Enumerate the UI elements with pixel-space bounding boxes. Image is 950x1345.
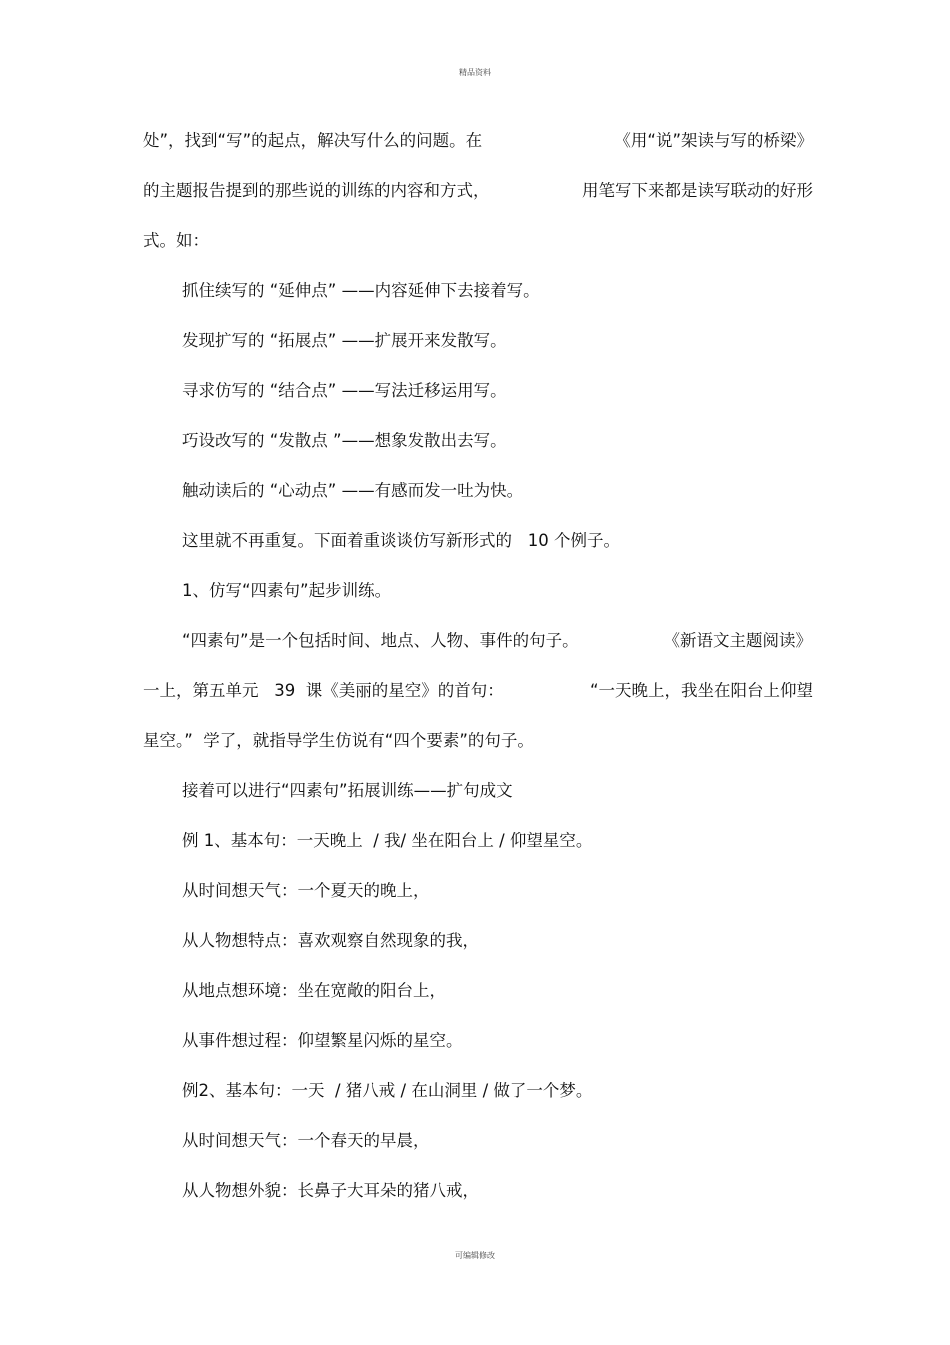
line-segment: 《新语文主题阅读》 — [663, 631, 812, 650]
line-segment: “一天晚上，我坐在阳台上仰望 — [589, 681, 813, 700]
list-item: 触动读后的 “心动点” ——有感而发一吐为快。 — [182, 481, 524, 500]
line-segment: 用笔写下来都是读写联动的好形 — [582, 181, 813, 200]
example-line: 从人物想外貌：长鼻子大耳朵的猪八戒， — [182, 1181, 479, 1200]
example-line: 从人物想特点：喜欢观察自然现象的我， — [182, 931, 479, 950]
list-item: 寻求仿写的 “结合点” ——写法迁移运用写。 — [182, 381, 507, 400]
example-line: 从事件想过程：仰望繁星闪烁的星空。 — [182, 1031, 463, 1050]
paragraph-line — [182, 630, 812, 652]
paragraph-line: 接着可以进行“四素句”拓展训练——扩句成文 — [182, 781, 513, 800]
example-line: 从地点想环境：坐在宽敞的阳台上， — [182, 981, 446, 1000]
paragraph-line: 星空。” 学了，就指导学生仿说有“四个要素”的句子。 — [143, 731, 534, 750]
page-header: 精品资料 — [459, 68, 491, 77]
list-item: 发现扩写的 “拓展点” ——扩展开来发散写。 — [182, 331, 507, 350]
paragraph-line — [143, 180, 813, 202]
line-segment: 一上，第五单元 39 课《美丽的星空》的首句： — [143, 681, 504, 700]
line-segment: “四素句”是一个包括时间、地点、人物、事件的句子。 — [182, 631, 579, 650]
page-footer: 可编辑修改 — [455, 1251, 495, 1260]
line-segment: 的主题报告提到的那些说的训练的内容和方式， — [143, 181, 490, 200]
paragraph-line — [143, 680, 813, 702]
example-line: 例 1、基本句：一天晚上 / 我/ 坐在阳台上 / 仰望星空。 — [182, 831, 593, 850]
line-segment: 《用“说”架读与写的桥梁》 — [614, 131, 813, 150]
list-item: 抓住续写的 “延伸点” ——内容延伸下去接着写。 — [182, 281, 540, 300]
line-segment: 处”，找到“写”的起点，解决写什么的问题。在 — [143, 131, 483, 150]
paragraph-line: 这里就不再重复。下面着重谈谈仿写新形式的 10 个例子。 — [182, 531, 620, 550]
section-heading: 1、仿写“四素句”起步训练。 — [182, 581, 392, 600]
example-line: 从时间想天气：一个春天的早晨， — [182, 1131, 430, 1150]
list-item: 巧设改写的 “发散点 ”——想象发散出去写。 — [182, 431, 507, 450]
paragraph-line: 式。如： — [143, 231, 209, 250]
example-line: 例2、基本句：一天 / 猪八戒 / 在山洞里 / 做了一个梦。 — [182, 1081, 593, 1100]
paragraph-line — [143, 130, 813, 152]
example-line: 从时间想天气：一个夏天的晚上， — [182, 881, 430, 900]
